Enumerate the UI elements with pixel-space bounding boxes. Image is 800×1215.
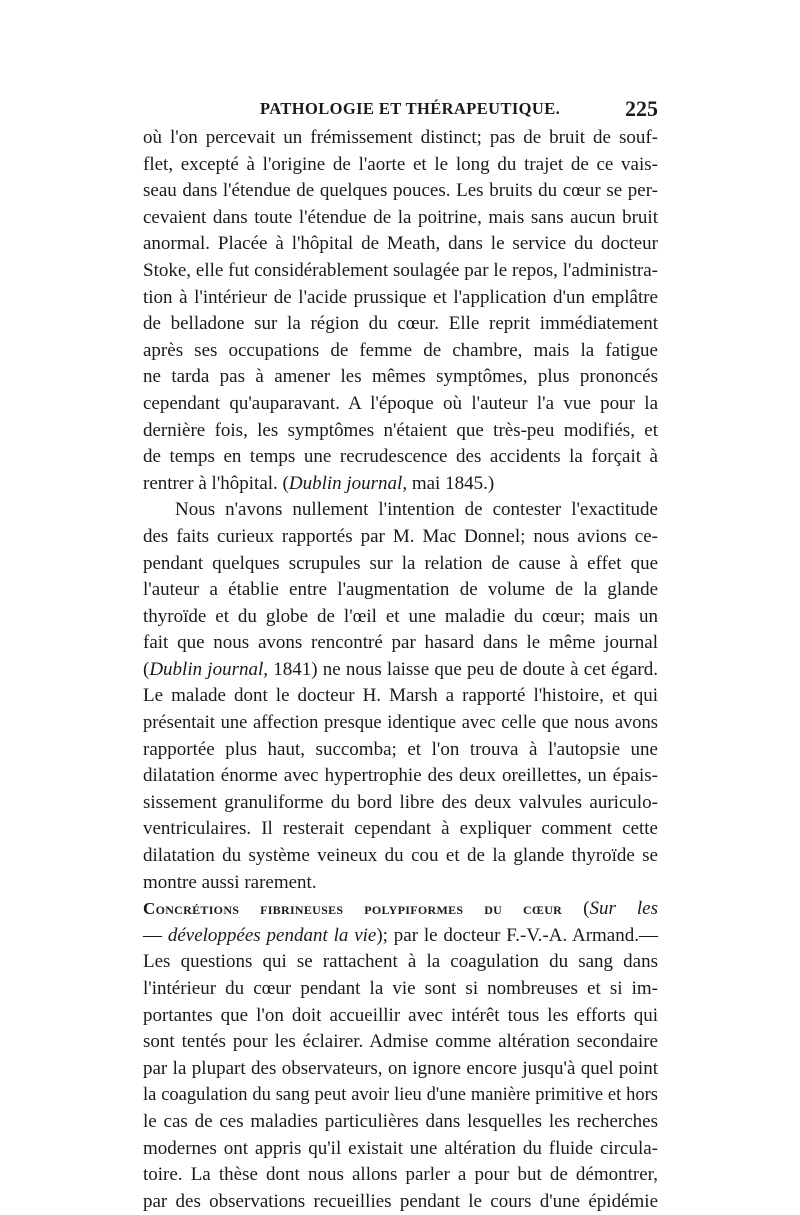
- italic-fragment: Sur les: [589, 898, 658, 920]
- text-line: cependant qu'auparavant. A l'époque où l'auteur l'a vue pour la: [143, 392, 658, 414]
- text-fragment: (: [143, 658, 150, 680]
- text-line: présentait une affection presque identique avec celle que nous avons: [143, 713, 658, 734]
- text-line: la coagulation du sang peut avoir lieu d'une manière primitive et hors: [143, 1085, 658, 1106]
- text-line: thyroïde et du globe de l'œil et une maladie du cœur; mais un: [143, 605, 658, 627]
- text-line: le cas de ces maladies particulières dans lesquelles les recherches: [143, 1110, 658, 1132]
- text-line: après ses occupations de femme de chambre, mais la fatigue: [143, 339, 658, 361]
- text-line: sont tentés pour les éclairer. Admise comme altération secondaire: [143, 1031, 658, 1053]
- text-fragment: (: [562, 898, 590, 920]
- text-line: toire. La thèse dont nous allons parler a pour but de démontrer,: [143, 1164, 658, 1186]
- text-line: où l'on percevait un frémissement distinct; pas de bruit de souf-: [143, 127, 658, 148]
- text-line: de temps en temps une recrudescence des accidents la forçait à: [143, 446, 658, 468]
- text-line: fait que nous avons rencontré par hasard dans le même journal: [143, 632, 658, 654]
- paragraph-commentary: [143, 497, 658, 896]
- text-line: ne tarda pas à amener les mêmes symptômes, plus prononcés: [143, 366, 658, 388]
- text-line: portantes que l'on doit accueillir avec intérêt tous les efforts qui: [143, 1004, 658, 1026]
- text-line: dilatation énorme avec hypertrophie des deux oreillettes, un épais-: [143, 765, 658, 787]
- text-fragment: ); par le docteur F.-V.-A. Armand.—: [376, 924, 658, 946]
- text-line: dernière fois, les symptômes n'étaient que très-peu modifiés, et: [143, 419, 658, 441]
- text-line: [143, 471, 658, 498]
- journal-citation: Dublin journal,: [288, 472, 408, 494]
- text-line: flet, excepté à l'origine de l'aorte et le long du trajet de ce vais-: [143, 153, 658, 175]
- text-fragment: mai 1845.): [407, 472, 495, 494]
- text-line: tion à l'intérieur de l'acide prussique et l'application d'un emplâtre: [143, 286, 658, 308]
- text-line: cevaient dans toute l'étendue de la poitrine, mais sans aucun bruit: [143, 206, 658, 228]
- text-line: modernes ont appris qu'il existait une altération du fluide circula-: [143, 1137, 658, 1159]
- text-line: anormal. Placée à l'hôpital de Meath, dans le service du docteur: [143, 233, 658, 255]
- text-line: Les questions qui se rattachent à la coagulation du sang dans: [143, 951, 658, 973]
- text-line: Nous n'avons nullement l'intention de contester l'exactitude: [175, 499, 658, 521]
- text-fragment: 1841) ne nous laisse que peu de doute à cet égard.: [268, 658, 658, 680]
- text-line: Stoke, elle fut considérablement soulagée par le repos, l'administra-: [143, 259, 658, 281]
- text-line: montre aussi rarement.: [143, 871, 317, 893]
- text-line: [143, 657, 658, 684]
- text-fragment: rentrer à l'hôpital. (: [143, 472, 289, 494]
- text-line: l'intérieur du cœur pendant la vie sont si nombreuses et si im-: [143, 978, 658, 999]
- text-line: rapportée plus haut, succomba; et l'on trouva à l'autopsie une: [143, 738, 658, 760]
- running-title: PATHOLOGIE ET THÉRAPEUTIQUE.: [260, 99, 561, 118]
- page-number: 225: [625, 96, 658, 121]
- text-line: pendant quelques scrupules sur la relation de cause à effet que: [143, 552, 658, 574]
- italic-fragment: développées pendant la vie: [167, 924, 377, 946]
- text-line: l'auteur a établie entre l'augmentation de volume de la glande: [143, 579, 658, 601]
- text-fragment: —: [143, 924, 168, 946]
- text-line: sissement granuliforme du bord libre des deux valvules auriculo-: [143, 791, 658, 813]
- journal-citation: Dublin journal,: [149, 658, 268, 680]
- paragraph-new-article: [143, 896, 658, 1215]
- article-heading: Concrétions fibrineuses polypiformes du cœur: [143, 899, 563, 919]
- paragraph-continued-case: [143, 125, 658, 497]
- text-line: de belladone sur la région du cœur. Elle reprit immédiatement: [143, 313, 658, 335]
- text-line: ventriculaires. Il resterait cependant à expliquer comment cette: [143, 818, 658, 840]
- text-line: seau dans l'étendue de quelques pouces. Les bruits du cœur se per-: [143, 180, 658, 202]
- text-line: dilatation du système veineux du cou et de la glande thyroïde se: [143, 845, 658, 867]
- text-line: des faits curieux rapportés par M. Mac Donnel; nous avions ce-: [143, 525, 658, 547]
- text-line: par la plupart des observateurs, on ignore encore jusqu'à quel point: [143, 1057, 658, 1079]
- text-line: [143, 923, 658, 950]
- body-text: [143, 125, 658, 1215]
- article-heading-line: [143, 896, 658, 923]
- text-line: Le malade dont le docteur H. Marsh a rapporté l'histoire, et qui: [143, 685, 658, 707]
- text-line: par des observations recueillies pendant le cours d'une épidémie: [143, 1190, 658, 1212]
